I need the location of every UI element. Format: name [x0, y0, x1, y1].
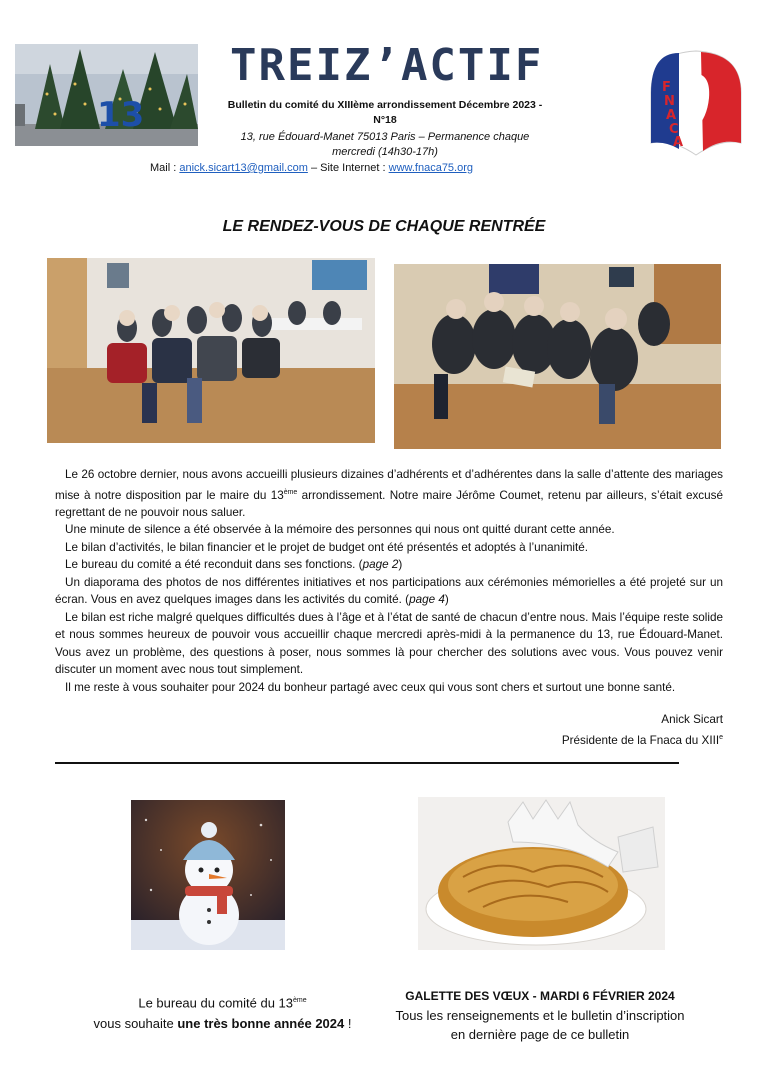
snowman-illustration: [131, 800, 285, 950]
paragraph-4: Le bureau du comité a été reconduit dans ses fonctions. (page 2): [65, 558, 403, 572]
paragraph-7: Il me reste à vous souhaiter pour 2024 du bonheur partagé avec ceux qui vous sont chers et surtout une bonne santé.: [65, 680, 676, 694]
new-year-wish: [70, 990, 375, 1034]
galette-illustration: [418, 797, 665, 950]
meeting-photo-left: [47, 258, 375, 443]
site-label: – Site Internet :: [310, 162, 386, 174]
paragraph-1: Le 26 octobre dernier, nous avons accueilli plusieurs dizaines d’adhérents et d’adhérentes dans la salle d’attente des mariages mise à notre disposition par le maire du 13ème arrondissement. Notre maire Jérôme Coumet, retenu par ailleurs, s’était excusé regrettant de ne pouvoir nous saluer.: [55, 468, 723, 519]
galette-announcement: [380, 987, 700, 1044]
subtitle-line2: N°18: [373, 114, 397, 126]
site-link[interactable]: www.fnaca75.org: [388, 162, 474, 174]
signature-role: Présidente de la Fnaca du XIIIe: [561, 733, 723, 747]
wish-line2: vous souhaite une très bonne année 2024 !: [93, 1016, 352, 1032]
meeting-photo-right: [394, 264, 721, 449]
section-title: LE RENDEZ-VOUS DE CHAQUE RENTRÉE: [222, 218, 546, 235]
svg-text:N: N: [664, 94, 675, 109]
bulletin-subtitle: [205, 98, 565, 128]
masthead-title: TREIZ’ACTIF: [230, 40, 544, 91]
badge-13: 13: [97, 95, 145, 135]
address-block: [205, 130, 565, 160]
subtitle-line1: Bulletin du comité du XIIIème arrondissement Décembre 2023 -: [227, 99, 543, 111]
divider: [55, 762, 679, 764]
galette-line1: Tous les renseignements et le bulletin d’inscription: [395, 1008, 685, 1023]
paragraph-5: Un diaporama des photos de nos différentes initiatives et nos participations aux cérémonies mémorielles a été projeté sur un écran. Vous en avez quelques images dans les activités du comité. (page 4): [55, 575, 723, 607]
paragraph-3: Le bilan d’activités, le bilan financier et le projet de budget ont été présentés et adoptés à l’unanimité.: [65, 540, 589, 554]
fnaca-logo: [641, 43, 751, 158]
signature-name: Anick Sicart: [661, 713, 723, 726]
article-body: [55, 466, 723, 696]
paragraph-2: Une minute de silence a été observée à la mémoire des personnes qui nous ont quitté durant cette année.: [65, 523, 615, 537]
contact-line: [150, 162, 530, 174]
svg-text:A: A: [666, 108, 677, 123]
mail-label: Mail :: [150, 162, 177, 174]
address-line2: mercredi (14h30-17h): [332, 146, 438, 158]
svg-text:C: C: [669, 122, 679, 137]
svg-text:F: F: [662, 80, 671, 95]
mail-link[interactable]: anick.sicart13@gmail.com: [179, 162, 308, 174]
wish-line1: Le bureau du comité du 13ème: [138, 995, 307, 1011]
galette-line2: en dernière page de ce bulletin: [450, 1027, 630, 1042]
address-line1: 13, rue Édouard-Manet 75013 Paris – Permanence chaque: [240, 131, 530, 143]
christmas-trees-photo: [15, 44, 198, 146]
signature: [450, 711, 723, 750]
galette-heading: GALETTE DES VŒUX - MARDI 6 FÉVRIER 2024: [405, 989, 675, 1003]
paragraph-6: Le bilan est riche malgré quelques difficultés dues à l’âge et à l’état de santé de chacun d’entre nous. Mais l’équipe reste solide et nous sommes heureux de pouvoir vous accueillir chaque mercredi après-midi à la permanence du 13, rue Édouard-Manet. Vous avez un problème, des questions à poser, nous sommes là pour chercher des solutions avec vous. Vous pouvez venir discuter un moment avec nous tout simplement.: [55, 610, 723, 677]
svg-text:A: A: [673, 135, 684, 150]
